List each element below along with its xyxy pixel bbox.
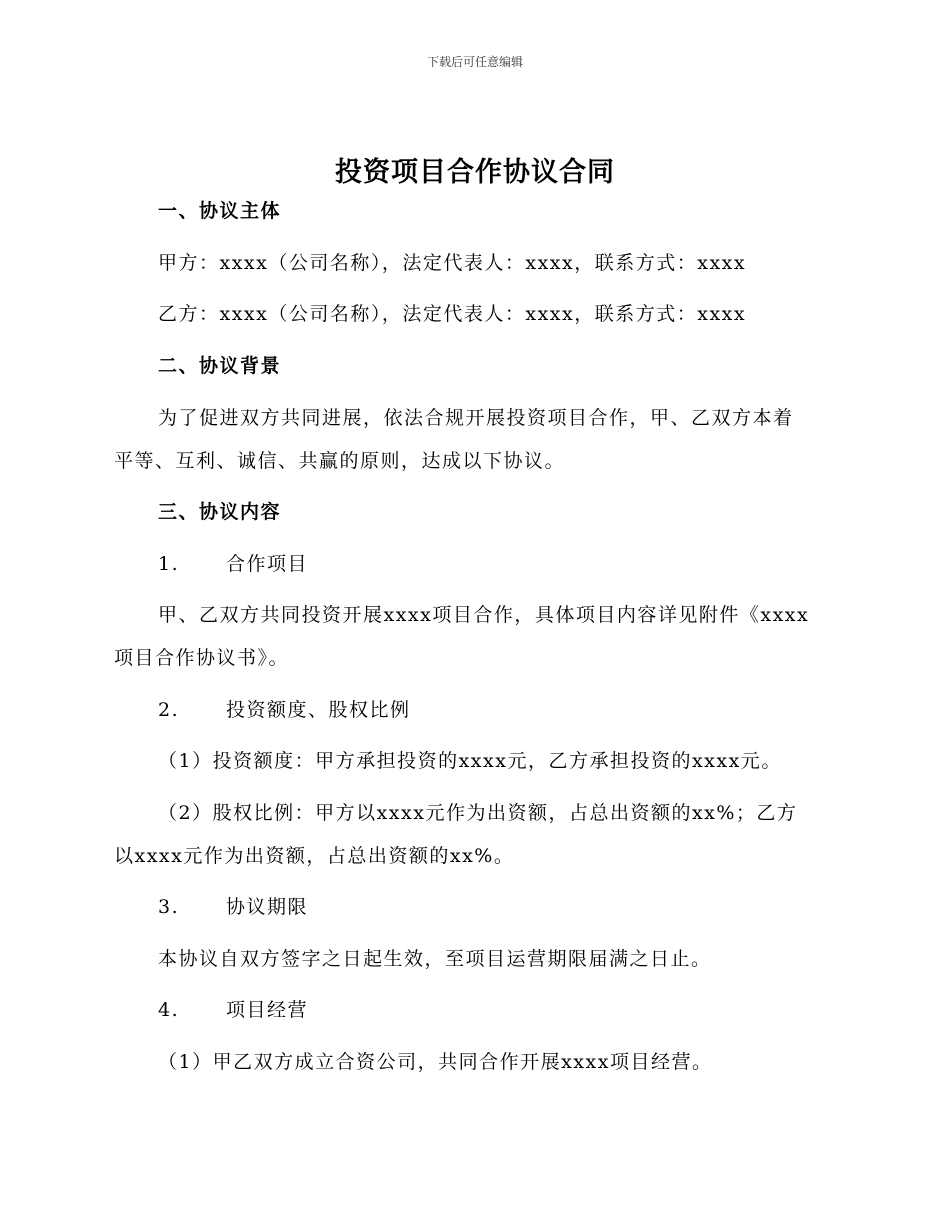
header-note: 下载后可任意编辑 — [426, 55, 523, 69]
item-3-number: 3. — [158, 896, 180, 918]
item-2-title: 投资额度、股权比例 — [226, 699, 411, 721]
item-1-line-2: 项目合作协议书》。 — [114, 647, 290, 669]
item-1-line-1: 甲、乙双方共同投资开展xxxx项目合作，具体项目内容详见附件《xxxx — [158, 604, 810, 626]
item-1-number: 1. — [158, 553, 180, 575]
section-heading-2: 二、协议背景 — [158, 355, 282, 377]
background-line-2: 平等、互利、诚信、共赢的原则，达成以下协议。 — [114, 450, 566, 472]
party-a-line: 甲方：xxxx（公司名称），法定代表人：xxxx，联系方式：xxxx — [158, 252, 747, 274]
item-3-title: 协议期限 — [226, 896, 309, 918]
item-4-number: 4. — [158, 999, 180, 1021]
section-heading-1: 一、协议主体 — [158, 200, 282, 222]
background-line-1: 为了促进双方共同进展，依法合规开展投资项目合作，甲、乙双方本着 — [158, 407, 794, 429]
item-2-para-2-line-1: （2）股权比例：甲方以xxxx元作为出资额，占总出资额的xx%；乙方 — [158, 802, 798, 824]
item-3-line-1: 本协议自双方签字之日起生效，至项目运营期限届满之日止。 — [158, 948, 712, 970]
document-title: 投资项目合作协议合同 — [335, 157, 615, 188]
item-2-para-2-line-2: 以xxxx元作为出资额，占总出资额的xx%。 — [114, 845, 515, 867]
item-2-para-1: （1）投资额度：甲方承担投资的xxxx元，乙方承担投资的xxxx元。 — [158, 750, 782, 772]
item-1-title: 合作项目 — [226, 553, 309, 575]
item-4-para-1: （1）甲乙双方成立合资公司，共同合作开展xxxx项目经营。 — [158, 1051, 713, 1073]
item-2-number: 2. — [158, 699, 180, 721]
party-b-line: 乙方：xxxx（公司名称），法定代表人：xxxx，联系方式：xxxx — [158, 303, 747, 325]
section-heading-3: 三、协议内容 — [158, 501, 282, 523]
item-4-title: 项目经营 — [226, 999, 309, 1021]
